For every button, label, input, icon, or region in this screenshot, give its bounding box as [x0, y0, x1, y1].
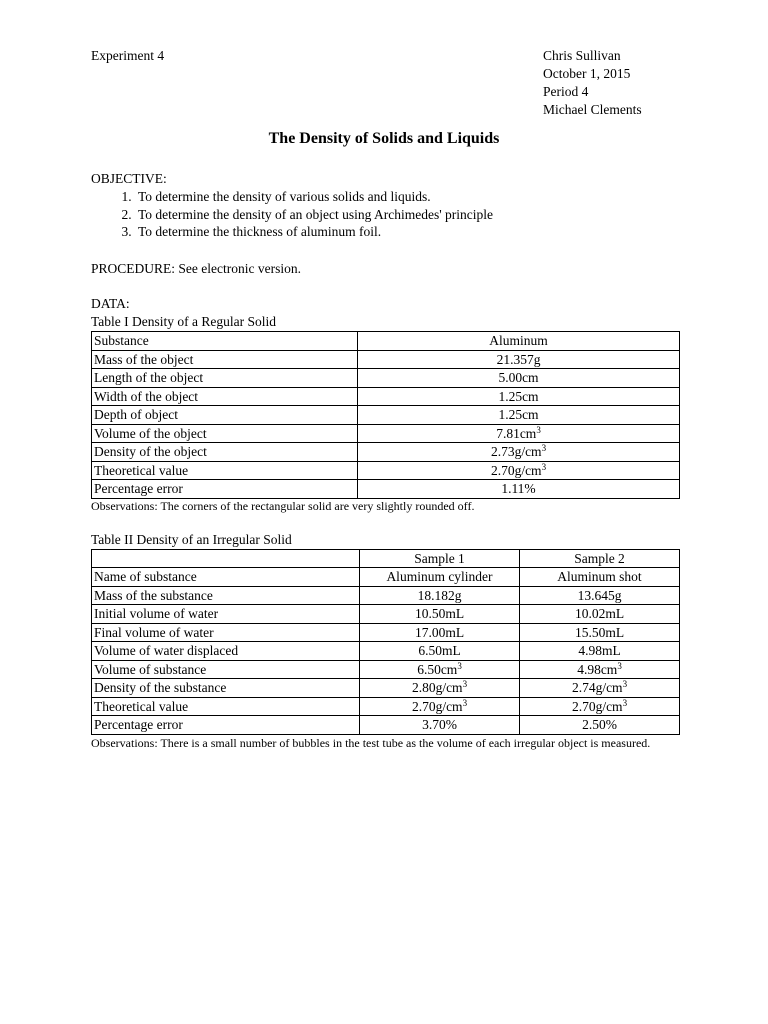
table-row: [92, 480, 680, 499]
table-cell-label: Volume of the object: [92, 424, 358, 443]
table-cell-label: Density of the object: [92, 443, 358, 462]
unit-superscript: 3: [462, 697, 468, 708]
table-cell-value: [358, 461, 680, 480]
table1-observations: Observations: The corners of the rectangular solid are very slightly rounded off.: [91, 498, 475, 513]
cell-text: 5.00cm: [498, 370, 539, 385]
objective-heading: OBJECTIVE:: [91, 171, 167, 186]
procedure-line: PROCEDURE: See electronic version.: [91, 261, 301, 276]
table-cell-value: [520, 642, 680, 661]
table-cell-label: Theoretical value: [92, 461, 358, 480]
cell-text: Sample 1: [414, 550, 465, 566]
table-row: [92, 387, 680, 406]
unit-superscript: 3: [536, 424, 541, 435]
table-row: [92, 424, 680, 443]
cell-text: 2.70g/cm: [571, 698, 623, 714]
table-row: [92, 716, 680, 735]
cell-text: Sample 2: [574, 550, 625, 566]
table-cell-value: [360, 642, 520, 661]
unit-superscript: 3: [541, 443, 547, 453]
cell-text: 3.70%: [422, 717, 457, 732]
table-cell-value: [360, 568, 520, 587]
table-cell-value: [360, 716, 520, 735]
table-cell-label: Volume of substance: [92, 660, 360, 679]
table-header-row: [92, 549, 680, 568]
table-row: [92, 697, 680, 716]
table-cell-value: [520, 549, 680, 568]
objective-item: 1. To determine the density of various solids and liquids.: [135, 188, 691, 206]
table-row: [92, 605, 680, 624]
unit-superscript: 3: [622, 697, 628, 708]
table-row: [92, 332, 680, 351]
unit-superscript: 3: [622, 679, 628, 689]
table-cell-label: Final volume of water: [92, 623, 360, 642]
table-cell-label: Mass of the object: [92, 350, 358, 369]
cell-text: Aluminum: [489, 333, 548, 348]
objective-section: [91, 170, 691, 241]
objective-item: 2. To determine the density of an object using Archimedes' principle: [135, 206, 691, 224]
cell-text: 7.81cm: [496, 425, 537, 441]
cell-text: 6.50cm: [417, 661, 458, 677]
partner-name: Michael Clements: [543, 102, 642, 117]
cell-text: 17.00mL: [414, 624, 465, 640]
table-cell-value: [360, 660, 520, 679]
cell-text: 4.98cm: [577, 661, 618, 677]
table-cell-value: [360, 605, 520, 624]
table-cell-value: [520, 660, 680, 679]
objective-item: 3. To determine the thickness of aluminum foil.: [135, 223, 691, 241]
table-cell-label: Substance: [92, 332, 358, 351]
cell-text: 4.98mL: [578, 643, 621, 658]
table-cell-label: Name of substance: [92, 568, 360, 587]
table-row: [92, 443, 680, 462]
unit-superscript: 3: [617, 660, 622, 671]
cell-text: 21.357g: [496, 351, 541, 367]
unit-superscript: 3: [462, 679, 468, 689]
data-section: [91, 295, 681, 751]
table-cell-value: [520, 568, 680, 587]
table-cell-label: Width of the object: [92, 387, 358, 406]
experiment-label: Experiment 4: [91, 48, 165, 63]
table-cell-value: [360, 549, 520, 568]
unit-superscript: 3: [457, 660, 462, 671]
table-row: [92, 350, 680, 369]
table-cell-value: [520, 716, 680, 735]
table2-observations: Observations: There is a small number of bubbles in the test tube as the volume of each irregular object is measured.: [91, 735, 651, 750]
table-cell-label: Length of the object: [92, 369, 358, 388]
data-heading: DATA:: [91, 296, 130, 311]
table-cell-value: [358, 350, 680, 369]
class-period: Period 4: [543, 84, 589, 99]
table1-caption: Table I Density of a Regular Solid: [91, 314, 277, 329]
cell-text: 6.50mL: [418, 643, 461, 658]
document-title: The Density of Solids and Liquids: [268, 130, 500, 147]
unit-superscript: 3: [541, 461, 547, 472]
table-cell-label: Percentage error: [92, 480, 358, 499]
cell-text: 10.50mL: [414, 606, 465, 621]
cell-text: 13.645g: [577, 587, 622, 603]
table-row: [92, 461, 680, 480]
table-cell-value: [358, 369, 680, 388]
table-row: [92, 568, 680, 587]
cell-text: 1.25cm: [498, 388, 539, 404]
cell-text: 2.80g/cm: [411, 680, 463, 695]
table1-regular-solid: [91, 331, 680, 499]
table-cell-label: Initial volume of water: [92, 605, 360, 624]
table-cell-value: [358, 332, 680, 351]
cell-text: 1.11%: [501, 481, 536, 496]
author-block: [543, 47, 642, 119]
cell-text: 10.02mL: [574, 606, 625, 621]
table-row: [92, 679, 680, 698]
table-cell-label: Mass of the substance: [92, 586, 360, 605]
cell-text: 15.50mL: [574, 624, 625, 640]
table-row: [92, 406, 680, 425]
table-cell-value: [360, 679, 520, 698]
cell-text: 2.50%: [582, 717, 617, 732]
table2-irregular-solid: [91, 549, 680, 735]
cell-text: Aluminum shot: [557, 569, 642, 584]
cell-text: 2.73g/cm: [490, 444, 542, 459]
table-cell-value: [358, 443, 680, 462]
cell-text: Aluminum cylinder: [386, 569, 493, 584]
cell-text: 2.70g/cm: [411, 698, 463, 714]
table-row: [92, 642, 680, 661]
author-name: Chris Sullivan: [543, 48, 621, 63]
table-cell-value: [520, 586, 680, 605]
cell-text: 2.70g/cm: [490, 462, 542, 478]
table-cell-label: Volume of water displaced: [92, 642, 360, 661]
table-cell-value: [520, 605, 680, 624]
table-cell-label: Density of the substance: [92, 679, 360, 698]
cell-text: 2.74g/cm: [571, 680, 623, 695]
table2-caption: Table II Density of an Irregular Solid: [91, 531, 292, 547]
report-date: October 1, 2015: [543, 66, 631, 81]
table-cell-value: [358, 406, 680, 425]
table-cell-value: [360, 697, 520, 716]
table-cell-value: [360, 586, 520, 605]
table-cell-label: Theoretical value: [92, 697, 360, 716]
table-row: [92, 586, 680, 605]
table-row: [92, 369, 680, 388]
cell-text: 1.25cm: [498, 407, 539, 422]
table-cell-value: [358, 424, 680, 443]
table-row: [92, 623, 680, 642]
table-cell-label: Percentage error: [92, 716, 360, 735]
objective-list: [91, 188, 691, 241]
table-cell-value: [358, 480, 680, 499]
table-cell-value: [520, 679, 680, 698]
table-cell-value: [360, 623, 520, 642]
table-cell-value: [358, 387, 680, 406]
table-cell-label: Depth of object: [92, 406, 358, 425]
table-cell-value: [520, 623, 680, 642]
table-cell-value: [520, 697, 680, 716]
table-cell-label: [92, 549, 360, 568]
cell-text: 18.182g: [417, 587, 462, 603]
table-row: [92, 660, 680, 679]
